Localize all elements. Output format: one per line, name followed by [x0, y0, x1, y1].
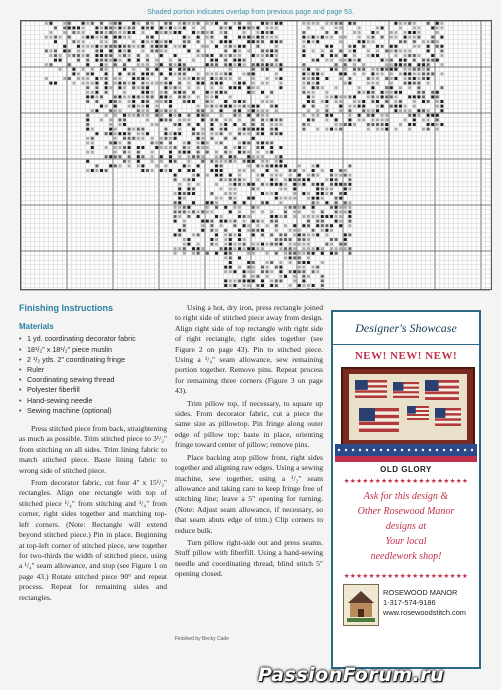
cross-stitch-chart: [20, 20, 492, 290]
star-divider: ★★★★★★★★★★★★★★★★★★★★: [343, 478, 469, 485]
vendor-phone: 1-317-574-9186: [383, 598, 436, 607]
framed-sampler-image: [341, 367, 475, 447]
instruction-paragraph: From decorator fabric, cut four 4" x 15¹/₂" rectangles. Align one rectangle with top of stitched piece ¹/₄" from stitching and ¹/₄" from corner, right sides together and matching top-left corners. (Note: Rectangle will extend beyond stitched piece.) Pin in place. Beginning at top-left corner of stitched piece, sew together for two-thirds the width of stitched piece, using a ¹/₄" seam allowance, and stop (see Figure 1 on page 43.) Rotate stitched piece 90° and repeat process. Repeat for remaining sides and rectangles.: [19, 478, 167, 602]
instruction-paragraph: Place backing atop pillow front, right sides together and aligning raw edges. Using a sewing machine, sew together, using a ¹/₂" seam allowance and taking care to keep fringe free of stitching line; leave a 5" opening for turning. (Note: Adjust seam allowance, if necessary, so that seam abuts edge of trim.) Clip corners to reduce bulk.: [175, 452, 323, 535]
material-item: • Sewing machine (optional): [19, 406, 167, 416]
material-item: • 1 yd. coordinating decorator fabric: [19, 334, 167, 344]
materials-title: Materials: [19, 322, 54, 331]
site-watermark: PassionForum.ru: [258, 664, 445, 686]
material-item: • Ruler: [19, 365, 167, 375]
retail-message: Ask for this design & Other Rosewood Manor designs at Your local needlework shop!: [357, 491, 455, 562]
instructions-column-2: [175, 303, 323, 582]
overlap-caption: Shaded portion indicates overlap from previous page and page 53.: [147, 9, 354, 16]
finishing-heading: Finishing Instructions: [19, 303, 113, 313]
instruction-paragraph: Using a hot, dry iron, press rectangle joined to right side of stitched piece away from design. Align right side of top rectangle with right side of right rectangle, right sides together (see Figure 2 on page 43). Pin to stitched piece. Using a ¹/₄" seam allowance, sew remaining portion together. Remove pins. Repeat process for remaining three corners (Figure 3 on page 43).: [175, 303, 323, 396]
star-divider: ★★★★★★★★★★★★★★★★★★★★: [343, 573, 469, 580]
instruction-paragraph: Trim pillow top, if necessary, to square up sides. From decorator fabric, cut a piece the same size as pillowtop. Pin fringe along outer edge of pillow top; baste in place, orienting fringe toward center of pillow; remove pins.: [175, 398, 323, 450]
rosewood-manor-logo: [343, 584, 379, 626]
materials-list: [19, 334, 167, 416]
vendor-url[interactable]: www.rosewoodstitch.com: [383, 608, 466, 617]
vendor-contact: [383, 588, 466, 618]
flags-sampler-icon: [349, 374, 467, 440]
designers-showcase-ad: [331, 310, 481, 669]
vendor-name: ROSEWOOD MANOR: [383, 588, 458, 597]
material-item: • Coordinating sewing thread: [19, 375, 167, 385]
instruction-paragraph: Turn pillow right-side out and press seams. Stuff pillow with fiberfill. Using a hand-sewing needle and coordinating thread, blind stitch 5" opening closed.: [175, 537, 323, 579]
instructions-column-1: [19, 322, 167, 605]
instruction-paragraph: Press stitched piece from back, straightening as much as possible. Trim stitched piece to 3¹/₂" from stitching on all sides. Trim lining fabric to match stitched piece. Baste lining fabric to wrong side of stitched piece.: [19, 424, 167, 475]
bunting-strip-icon: [335, 444, 477, 462]
finisher-credit: Finished by Becky Cade: [175, 636, 229, 642]
new-banner: NEW! NEW! NEW!: [354, 350, 458, 362]
material-item: • 18¹/₂" x 18¹/₂" piece muslin: [19, 345, 167, 355]
section-divider: [20, 290, 490, 291]
material-item: • Hand-sewing needle: [19, 396, 167, 406]
material-item: • 2 ¹/₂ yds. 2" coordinating fringe: [19, 355, 167, 365]
product-name: OLD GLORY: [380, 465, 432, 474]
material-item: • Polyester fiberfill: [19, 385, 167, 395]
showcase-title: Designer's Showcase: [333, 312, 479, 345]
